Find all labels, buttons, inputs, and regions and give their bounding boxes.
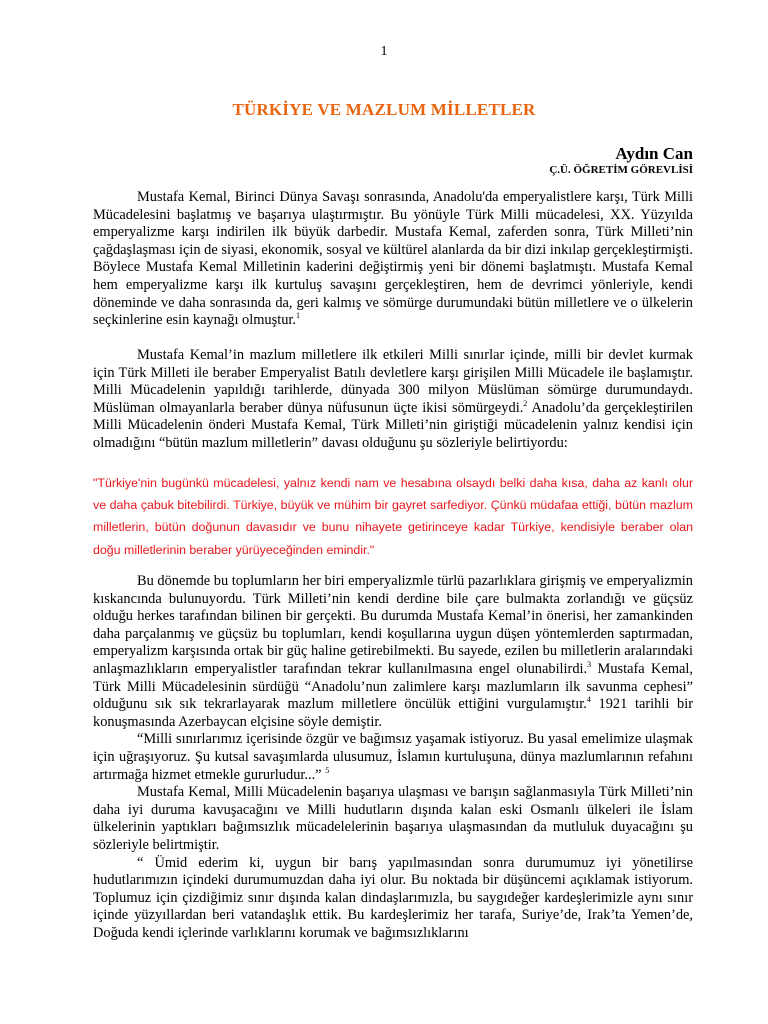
paragraph-3-block bbox=[93, 573, 693, 942]
paragraph-2b-text: Anadolu’da gerçekleştirilen Milli Mücadelenin önderi Mustafa Kemal, Türk Milleti’nin giriştiği mücadelenin yalnız kendisi için olmadığını “bütün mazlum milletlerin” davası olduğunu şu sözleriyle belirtiyordu: bbox=[93, 399, 693, 451]
paragraph-2a-text: Mustafa Kemal’in mazlum milletlere ilk etkileri Milli sınırlar içinde, milli bir devlet kurmak için Türk Milleti ile beraber Emperyalist Batılı devletlere karşı girişilen Milli Mücadele ile başlamıştır. Milli Mücadelenin yapıldığı tarihlerde, dünyada 300 milyon Müslüman sömürge durumundaydı. Müslüman olmayanlarla beraber dünya nüfusunun üçte ikisi sömürgeydi. bbox=[93, 347, 693, 416]
paragraph-1 bbox=[93, 189, 693, 330]
author-affiliation: Ç.Ü. ÖĞRETİM GÖREVLİSİ bbox=[549, 164, 693, 176]
footnote-marker-5: 5 bbox=[325, 765, 330, 775]
paragraph-4 bbox=[93, 731, 693, 784]
author-name: Aydın Can bbox=[615, 144, 693, 163]
paragraph-5-text: Mustafa Kemal, Milli Mücadelenin başarıya ulaşması ve barışın sağlanmasıyla Türk Milleti’nin daha iyi duruma kavuşacağını ve Milli hudutların dışında kalan eski Osmanlı ülkeleri ile İslam ülkelerinin yaptıkları bağımsızlık mücadelelerinin başarıya ulaşmasından da mutluluk duyacağını şu sözleriyle belirtmiştir. bbox=[93, 784, 693, 853]
paragraph-3 bbox=[93, 573, 693, 731]
paragraph-2 bbox=[93, 347, 693, 453]
paragraph-2-block bbox=[93, 347, 693, 453]
paragraph-6 bbox=[93, 855, 693, 943]
footnote-marker-4: 4 bbox=[586, 695, 591, 705]
paragraph-3a-text: Bu dönemde bu toplumların her biri emperyalizmle türlü pazarlıklara girişmiş ve emperyalizmin kıskancında bulunuyordu. Türk Milleti’nin kendi derdine bile çare bulmakta zorlandığı ve güçsüz olduğu herkes tarafından bilinen bir gerçekti. Bu durumda Mustafa Kemal’in önerisi, her zamankinden daha parçalanmış ve güçsüz bu toplumları, kendi koşullarına uygun düşen yöntemlerden saptırmadan, emperyalizm karşısında ortak bir güç haline getirebilmekti. Bu sayede, ezilen bu milletlerin aralarındaki anlaşmazlıkların emperyalistler tarafından tekrar kullanılmasına engel olunabilirdi. bbox=[93, 573, 693, 677]
highlighted-quote bbox=[93, 472, 693, 561]
document-title: TÜRKİYE VE MAZLUM MİLLETLER bbox=[232, 100, 536, 119]
paragraph-1-block bbox=[93, 189, 693, 330]
paragraph-6-text: “ Ümid ederim ki, uygun bir barış yapılmasından sonra durumumuz iyi yönetilirse hudutlarımızın içindeki durumumuzdan daha iyi olur. Bu noktada bir düşüncemi açıklamak istiyorum. Toplumuz için çizdiğimiz sınır dışında kalan dindaşlarımızla, bu saygıdeğer kardeşlerimizle aynı sınır içinde yüzyıllardan beri vatandaşlık ettik. Bu kardeşlerimiz her tarafa, Suriye’de, Irak’ta Yemen’de, Doğuda kendi içlerinde varlıklarını korumak ve bağımsızlıklarını bbox=[93, 854, 693, 941]
paragraph-4-text: “Milli sınırlarımız içerisinde özgür ve bağımsız yaşamak istiyoruz. Bu yasal emelimize ulaşmak için uğraşıyoruz. Şu kutsal savaşımlarda ulusumuz, İslamın kurtuluşuna, dünya mazlumlarının refahını artırmağa hizmet etmekle gururludur...” bbox=[93, 731, 693, 783]
paragraph-3c-text: 1921 tarihli bir konuşmasında Azerbaycan elçisine söyle demiştir. bbox=[93, 696, 693, 730]
paragraph-1-text: Mustafa Kemal, Birinci Dünya Savaşı sonrasında, Anadolu'da emperyalistlere karşı, Türk Milli Mücadelesini başlatmış ve başarıya ulaştırmıştır. Bu yönüyle Türk Milli mücadelesi, XX. Yüzyılda emperyalizme karşı indirilen ilk büyük darbedir. Mustafa Kemal, zaferden sonra, Türk Milleti’nin çağdaşlaşması için de siyasi, ekonomik, sosyal ve kültürel alanlarda da bir dizi inkılap gerçekleştirmişti. Böylece Mustafa Kemal Milletinin kaderini değiştirmiş yeni bir dönemi başlatmıştı. Mustafa Kemal hem emperyalizme karşı ilk kurtuluş savaşını gerçekleştiren, hem de devrimci yönleriyle, kendi döneminde ve daha sonrasında da, geri kalmış ve sömürge durumundaki bütün milletlere ve o ülkelerin seçkinlerine esin kaynağı olmuştur. bbox=[93, 189, 693, 329]
highlighted-quote-text: "Türkiye'nin bugünkü mücadelesi, yalnız kendi nam ve hesabına olsaydı belki daha kısa, daha az kanlı olur ve daha çabuk bitebilirdi. Türkiye, büyük ve mühim bir gayret sarfediyor. Çünkü müdafaa ettiği, bütün mazlum milletlerin, bütün doğunun davasıdır ve bunu nihayete getirinceye kadar Türkiye, kendisiyle beraber olan doğu milletlerinin beraber yürüyeceğinden emindir." bbox=[93, 476, 693, 557]
paragraph-5 bbox=[93, 784, 693, 854]
page-number: 1 bbox=[380, 44, 388, 59]
paragraph-3b-text: Mustafa Kemal, Türk Milli Mücadelesinin sürdüğü “Anadolu’nun zalimlere karşı mazlumların ilk savunma cephesi” olduğunu sık sık tekrarlayarak mazlum milletlere öncülük ettiğini vurgulamıştır. bbox=[93, 660, 694, 713]
footnote-marker-2: 2 bbox=[523, 398, 528, 408]
footnote-marker-1: 1 bbox=[296, 311, 301, 321]
footnote-marker-3: 3 bbox=[587, 660, 592, 670]
